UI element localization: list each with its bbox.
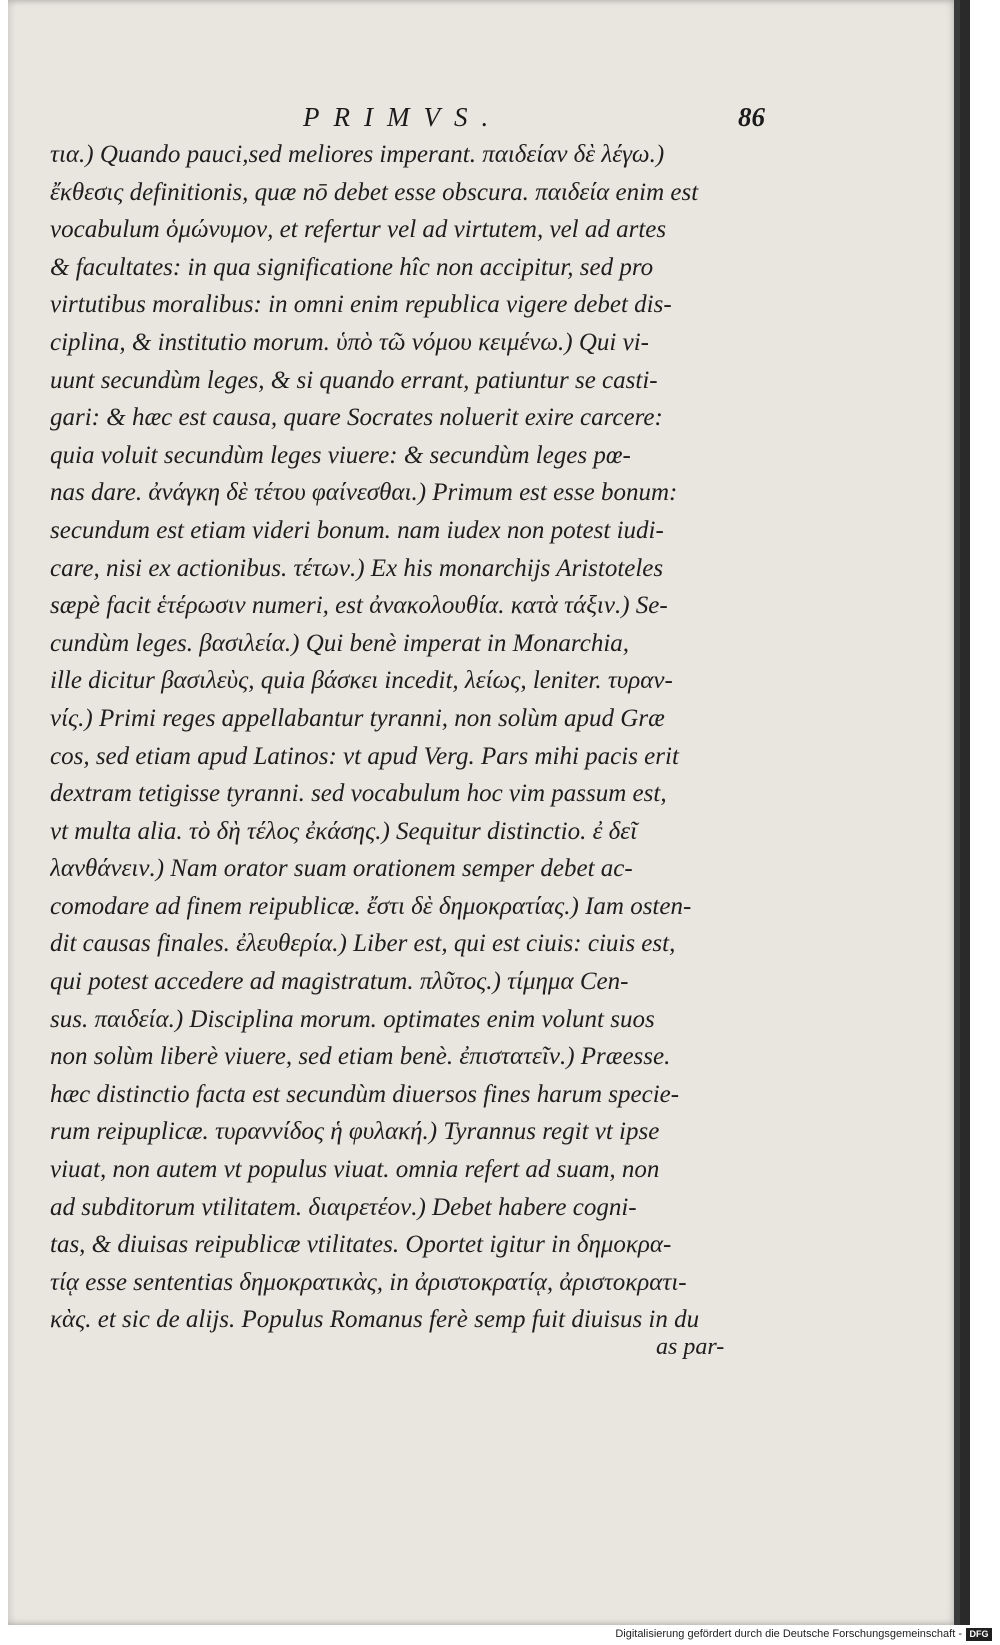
text-line: non solùm liberè viuere, sed etiam benè. ἐπιστατεῖν.) Præesse.: [50, 1043, 671, 1071]
text-line: tas, & diuisas reipublicæ vtilitates. Oportet igitur in δημοκρα-: [50, 1231, 672, 1259]
text-line: cundùm leges. βασιλεία.) Qui benè imperat in Monarchia,: [50, 629, 630, 657]
text-line: cos, sed etiam apud Latinos: vt apud Verg. Pars mihi pacis erit: [50, 742, 679, 770]
catchword: as par-: [656, 1334, 725, 1360]
book-page: [8, 0, 970, 1625]
funding-credit: Digitalisierung gefördert durch die Deutsche Forschungsgemeinschaft -: [615, 1628, 962, 1640]
text-line: ille dicitur βασιλεὺς, quia βάσκει incedit, λείως, leniter. τυραν-: [50, 667, 673, 695]
text-line: uunt secundùm leges, & si quando errant, patiuntur se casti-: [50, 366, 658, 394]
text-line: τίᾳ esse sententias δημοκρατικὰς, in ἀριστοκρατίᾳ, ἀριστοκρατι-: [50, 1268, 687, 1296]
text-line: dit causas finales. ἐλευθερία.) Liber est, qui est ciuis: ciuis est,: [50, 930, 676, 958]
text-line: comodare ad finem reipublicæ. ἔστι δὲ δημοκρατίας.) Iam osten-: [50, 892, 692, 920]
text-line: & facultates: in qua significatione hîc non accipitur, sed pro: [50, 253, 654, 281]
text-line: gari: & hæc est causa, quare Socrates noluerit exire carcere:: [50, 404, 663, 432]
text-line: λανθάνειν.) Nam orator suam orationem semper debet ac-: [50, 855, 633, 883]
text-line: nas dare. ἀνάγκη δὲ τέτου φαίνεσθαι.) Primum est esse bonum:: [50, 479, 678, 507]
text-line: secundum est etiam videri bonum. nam iudex non potest iudi-: [50, 516, 664, 544]
text-line: quia voluit secundùm leges viuere: & secundùm leges pœ-: [50, 441, 631, 469]
text-line: qui potest accedere ad magistratum. πλῦτος.) τίμημα Cen-: [50, 968, 629, 996]
footer: [0, 1625, 1000, 1645]
text-line: vocabulum ὁμώνυμον, et refertur vel ad virtutem, vel ad artes: [50, 216, 667, 244]
running-head: PRIMVS.: [303, 102, 503, 132]
text-line: sus. παιδεία.) Disciplina morum. optimates enim volunt suos: [50, 1005, 655, 1033]
text-line: ἔκθεσις definitionis, quæ nō debet esse obscura. παιδεία enim est: [50, 178, 699, 206]
text-line: ad subditorum vtilitatem. διαιρετέον.) Debet habere cogni-: [50, 1193, 637, 1221]
text-line: κὰς. et sic de alijs. Populus Romanus ferè semp fuit diuisus in du: [50, 1306, 700, 1334]
text-line: viuat, non autem vt populus viuat. omnia refert ad suam, non: [50, 1156, 660, 1184]
text-line: rum reipuplicæ. τυραννίδος ἡ φυλακή.) Tyrannus regit vt ipse: [50, 1118, 660, 1146]
text-line: virtutibus moralibus: in omni enim republica vigere debet dis-: [50, 291, 672, 319]
dfg-logo: DFG: [966, 1628, 992, 1641]
text-line: hæc distinctio facta est secundùm diuersos fines harum specie-: [50, 1080, 680, 1108]
page-number: 86: [738, 102, 765, 132]
body-text: [50, 136, 790, 1339]
text-line: vt multa alia. τὸ δὴ τέλος ἐκάσης.) Sequitur distinctio. ἐ δεῖ: [50, 817, 638, 845]
text-line: dextram tetigisse tyranni. sed vocabulum hoc vim passum est,: [50, 780, 667, 808]
text-line: care, nisi ex actionibus. τέτων.) Ex his monarchijs Aristoteles: [50, 554, 664, 582]
text-line: ciplina, & institutio morum. ὑπὸ τῶ νόμου κειμένω.) Qui vi-: [50, 328, 649, 356]
page-edge: [954, 0, 960, 1625]
text-line: νίς.) Primi reges appellabantur tyranni, non solùm apud Græ: [50, 704, 665, 732]
text-line: τια.) Quando pauci,sed meliores imperant. παιδείαν δὲ λέγω.): [50, 141, 665, 168]
text-line: sæpè facit ἑτέρωσιν numeri, est ἀνακολουθία. κατὰ τάξιν.) Se-: [50, 592, 668, 620]
